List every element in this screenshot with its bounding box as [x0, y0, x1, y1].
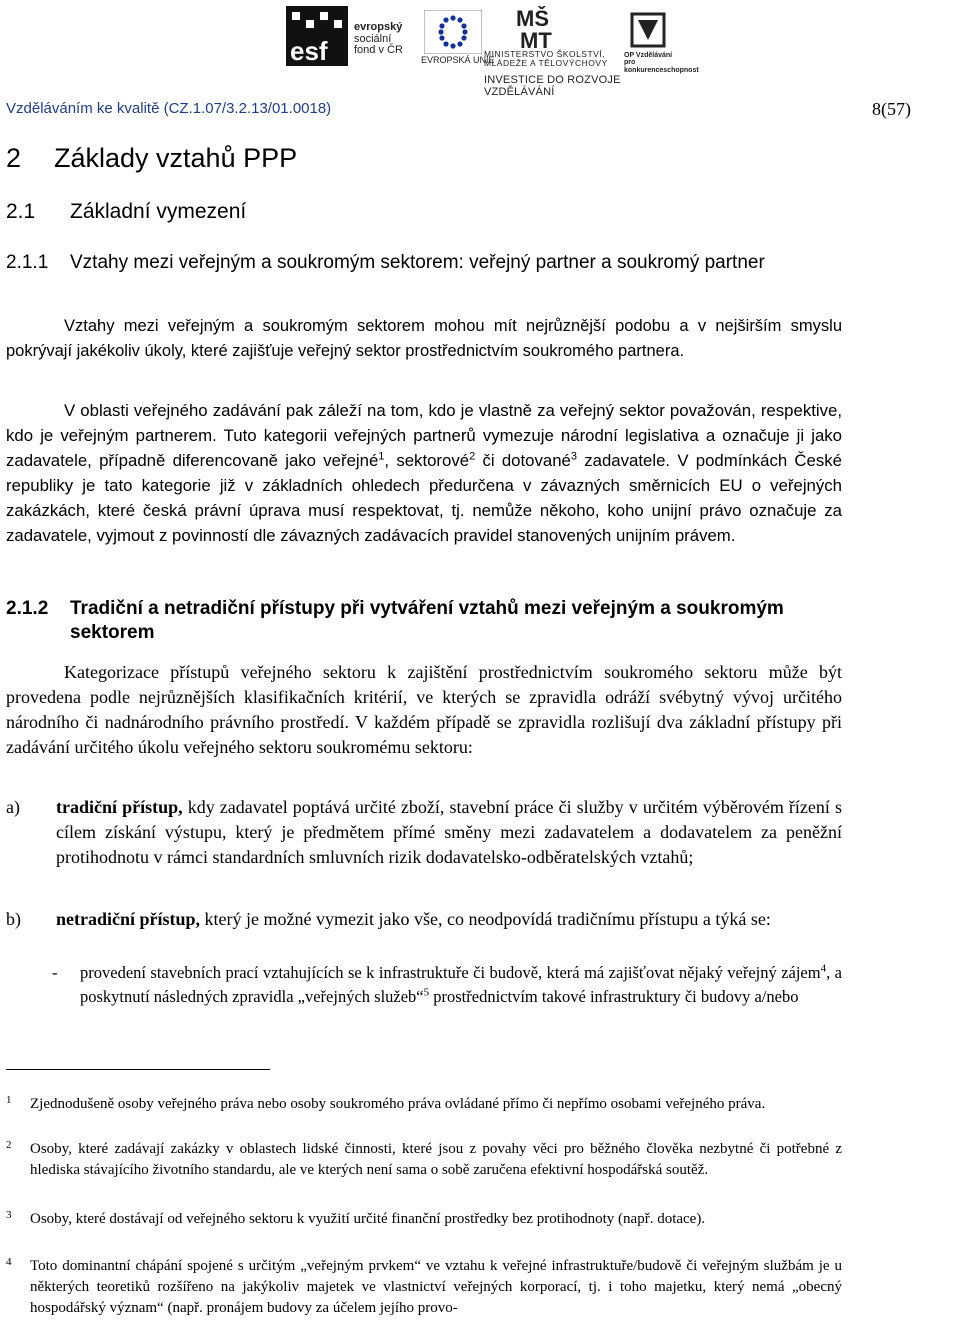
footnote-text: Zjednodušeně osoby veřejného práva nebo osoby soukromého práva ovládané přímo či nepřímo osobami veřejného práva.	[30, 1096, 766, 1112]
paragraph-1: Vztahy mezi veřejným a soukromým sektorem mohou mít nejrůznější podobu a v nejširším smyslu pokrývají jakékoliv úkoly, které zajišťuje veřejný sektor prostřednictvím soukromého partnera.	[6, 317, 842, 360]
subsection-heading-2	[6, 597, 846, 645]
esf-logo	[286, 6, 348, 66]
footnote-separator	[6, 1069, 270, 1070]
eu-text: EVROPSKÁ UNIE	[421, 55, 495, 65]
chapter-title: Základy vztahů PPP	[54, 143, 298, 173]
subsection-number: 2.1.1	[6, 252, 49, 273]
paragraph-3: Kategorizace přístupů veřejného sektoru k zajištění prostřednictvím soukromého sektoru může být provedena podle nejrůznějších klasifikačních kritérií, ve kterých se zpravidla odráží svébytný vývoj určitého národního či nadnárodního právního prostředí. V každém případě se zpravidla rozlišují dva základní přístupy při zadávání určitého úkolu veřejného sektoru soukromému sektoru:	[6, 662, 842, 757]
list-marker: a)	[6, 797, 20, 817]
section-title: Základní vymezení	[70, 200, 247, 223]
chapter-heading	[6, 143, 297, 174]
subsection-number: 2.1.2	[6, 598, 49, 619]
section-heading	[6, 200, 246, 224]
footnote-ref-2[interactable]: 2	[469, 450, 476, 463]
list-item-b: b) netradiční přístup, který je možné vymezit jako vše, co neodpovídá tradičnímu přístupu a týká se:	[6, 907, 842, 932]
footnote-3	[6, 1209, 842, 1230]
section-number: 2.1	[6, 200, 36, 223]
esf-text: evropský sociální fond v ČR	[354, 21, 403, 57]
footnote-ref-1[interactable]: 1	[378, 450, 385, 463]
footnote-number: 3	[6, 1209, 12, 1221]
footnote-number: 4	[6, 1256, 12, 1268]
footnote-number: 1	[6, 1094, 12, 1106]
subsection-title: Tradiční a netradiční přístupy při vytváření vztahů mezi veřejným a soukromým sektorem	[70, 598, 784, 643]
logo-bar	[284, 4, 699, 98]
svg-text:MŠ: MŠ	[516, 6, 549, 31]
footnote-2	[6, 1139, 842, 1181]
dash-list-item: - provedení stavebních prací vztahujících se k infrastruktuře či budově, která má zajišťovat nějaký veřejný zájem$^4$, a poskytnutí následných zpravidla „veřejných služeb“$^5$ prostřednictvím takové infrastruktury či budovy a/nebo	[52, 962, 842, 1006]
footnote-ref-4[interactable]: 4	[820, 962, 827, 975]
op-logo	[626, 10, 670, 50]
footnote-text: Toto dominantní chápání spojené s určitým „veřejným prvkem“ ve vztahu k veřejné infrastruktuře/budově či veřejným službám je u některých teoretiků rozšířeno na jakýkoliv majetek ve vlastnictví veřejných korporací, tj. i toho majetku, který nemá „obecný hospodářský význam“ (např. pronájem budovy za účelem jejího provo-	[30, 1258, 842, 1316]
footnote-number: 2	[6, 1139, 12, 1151]
page-number: 8(57)	[872, 99, 911, 119]
list-term: netradiční přístup,	[56, 909, 201, 929]
footnote-text: Osoby, které zadávají zakázky v oblastech lidské činnosti, které jsou z povahy věci pro běžného člověka nezbytné či potřebné z hlediska stávajícího životního standardu, ale ve kterých není sama o sobě zaručena efektivní hospodářská soutěž.	[30, 1141, 842, 1178]
running-title: Vzděláváním ke kvalitě (CZ.1.07/3.2.13/01.0018)	[6, 100, 332, 117]
investice-tagline: INVESTICE DO ROZVOJE VZDĚLÁVÁNÍ	[484, 74, 621, 98]
msmt-logo	[514, 6, 564, 50]
dash-marker: -	[52, 963, 58, 982]
footnote-ref-3[interactable]: 3	[570, 450, 577, 463]
footnote-text: Osoby, které dostávají od veřejného sektoru k využití určité finanční prostředky bez protihodnoty (např. dotace).	[30, 1211, 706, 1227]
footnote-4	[6, 1256, 842, 1319]
eu-flag-logo	[424, 10, 482, 54]
footnote-1	[6, 1094, 842, 1115]
op-text: OP Vzdělávání pro konkurenceschopnost	[624, 52, 699, 74]
subsection-heading-1	[6, 251, 846, 275]
footnote-ref-5[interactable]: 5	[423, 986, 430, 999]
svg-text:esf: esf	[290, 36, 328, 66]
subsection-title: Vztahy mezi veřejným a soukromým sektorem: veřejný partner a soukromý partner	[70, 252, 765, 273]
list-term: tradiční přístup,	[56, 797, 183, 817]
paragraph-2: V oblasti veřejného zadávání pak záleží na tom, kdo je vlastně za veřejný sektor považován, respektive, kdo je veřejným partnerem. Tuto kategorii veřejných partnerů vymezuje národní legislativa a označuje ji jako zadavatele, případně diferencovaně jako veřejné$^1$, sektorové$^2$ či dotované$^3$ zadavatele. V podmínkách České republiky je tato kategorie již v základních ohledech předurčena v závazných směrnicích EU o veřejných zakázkách, které česká právní úprava musí respektovat, tj. nemůže někoho, koho unijní právo označuje za zadavatele, vyjmout z povinností dle závazných zadávacích pravidel stanovených unijním právem.	[6, 401, 842, 545]
msmt-text: MINISTERSTVO ŠKOLSTVÍ, MLÁDEŽE A TĚLOVÝCHOVY	[484, 49, 608, 68]
list-item-a: a) tradiční přístup, kdy zadavatel poptává určité zboží, stavební práce či služby v určitém výběrovém řízení s cílem získání výstupu, který je předmětem přímé směny mezi zadavatelem a dodavatelem za peněžní protihodnotu v rámci standardních smluvních rizik dodavatelsko-odběratelských vztahů;	[6, 797, 842, 867]
list-marker: b)	[6, 909, 21, 929]
svg-text:MT: MT	[520, 28, 552, 50]
chapter-number: 2	[6, 143, 22, 173]
